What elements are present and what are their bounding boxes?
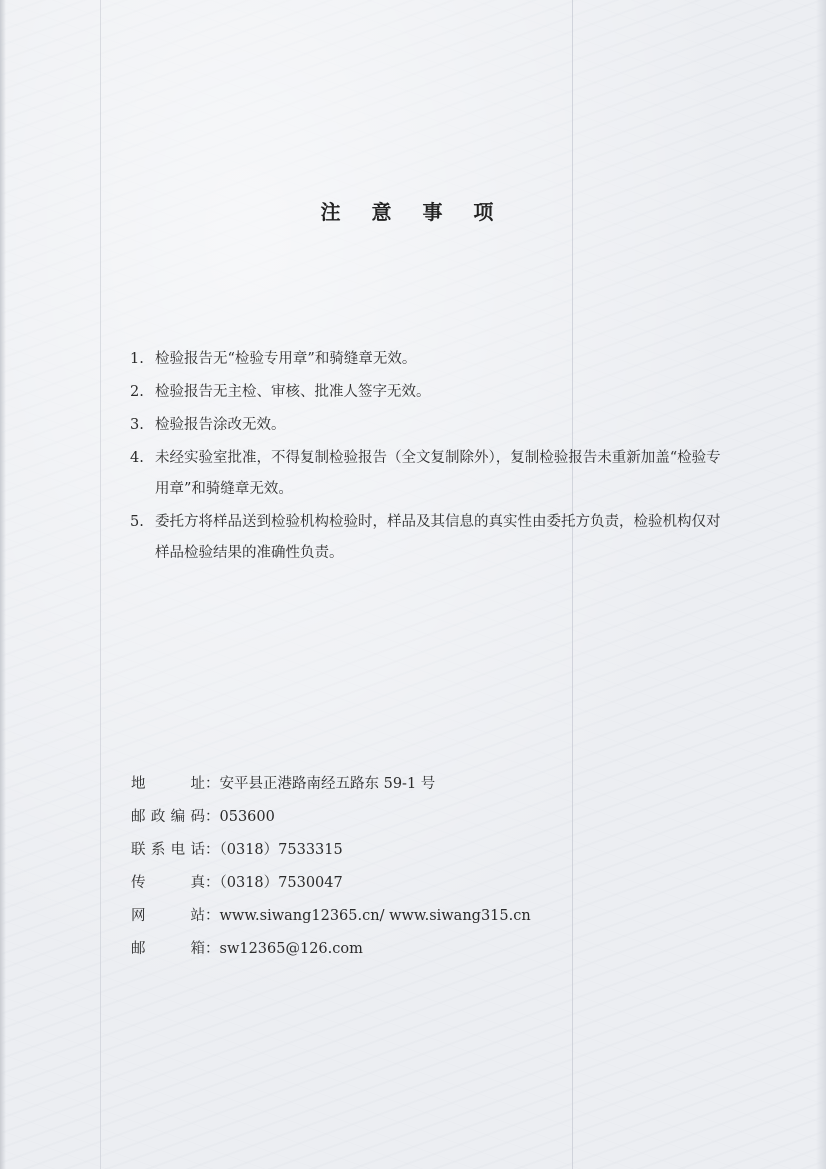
phone-label: 联系电话 xyxy=(131,842,205,858)
page-title: 注 意 事 项 xyxy=(320,200,506,224)
colon: ： xyxy=(205,809,220,825)
address-value: 安平县正港路南经五路东 59-1 号 xyxy=(219,776,436,792)
fax-label: 传 真 xyxy=(131,875,205,891)
colon: ： xyxy=(205,776,220,792)
colon: ： xyxy=(205,908,220,924)
colon: ： xyxy=(205,941,220,957)
postcode-value: 053600 xyxy=(219,809,275,825)
notice-item-3 xyxy=(130,410,730,441)
scan-edge-right xyxy=(816,0,826,1169)
address-label: 地 址 xyxy=(131,776,205,792)
email-row xyxy=(131,933,531,966)
notice-item-2 xyxy=(130,377,730,408)
notice-text: 检验报告无主检、审核、批准人签字无效。 xyxy=(155,384,431,400)
website-label: 网 站 xyxy=(131,908,205,924)
contact-info xyxy=(131,768,531,966)
notice-number: 4. xyxy=(130,450,144,466)
email-value: sw12365@126.com xyxy=(219,941,363,957)
notice-list xyxy=(130,344,730,571)
notice-text: 检验报告无“检验专用章”和骑缝章无效。 xyxy=(155,351,417,367)
website-value: www.siwang12365.cn/ www.siwang315.cn xyxy=(219,908,531,924)
notice-text: 未经实验室批准，不得复制检验报告（全文复制除外），复制检验报告未重新加盖“检验专用章”和骑缝章无效。 xyxy=(155,450,721,497)
notice-item-5 xyxy=(130,507,730,569)
website-row xyxy=(131,900,531,933)
phone-value: （0318）7533315 xyxy=(219,842,343,858)
postcode-label: 邮政编码 xyxy=(131,809,205,825)
postcode-row xyxy=(131,801,531,834)
notice-number: 1. xyxy=(130,351,144,367)
fax-value: （0318）7530047 xyxy=(219,875,343,891)
fold-line-left xyxy=(100,0,101,1169)
notice-number: 5. xyxy=(130,514,144,530)
notice-item-4 xyxy=(130,443,730,505)
notice-item-1 xyxy=(130,344,730,375)
fax-row xyxy=(131,867,531,900)
notice-text: 检验报告涂改无效。 xyxy=(155,417,286,433)
address-row xyxy=(131,768,531,801)
colon: ： xyxy=(205,875,220,891)
phone-row xyxy=(131,834,531,867)
scan-edge-left xyxy=(0,0,6,1169)
colon: ： xyxy=(205,842,220,858)
fold-line-right xyxy=(572,0,573,1169)
notice-number: 3. xyxy=(130,417,144,433)
notice-number: 2. xyxy=(130,384,144,400)
notice-text: 委托方将样品送到检验机构检验时，样品及其信息的真实性由委托方负责，检验机构仅对样品检验结果的准确性负责。 xyxy=(155,514,721,561)
email-label: 邮 箱 xyxy=(131,941,205,957)
